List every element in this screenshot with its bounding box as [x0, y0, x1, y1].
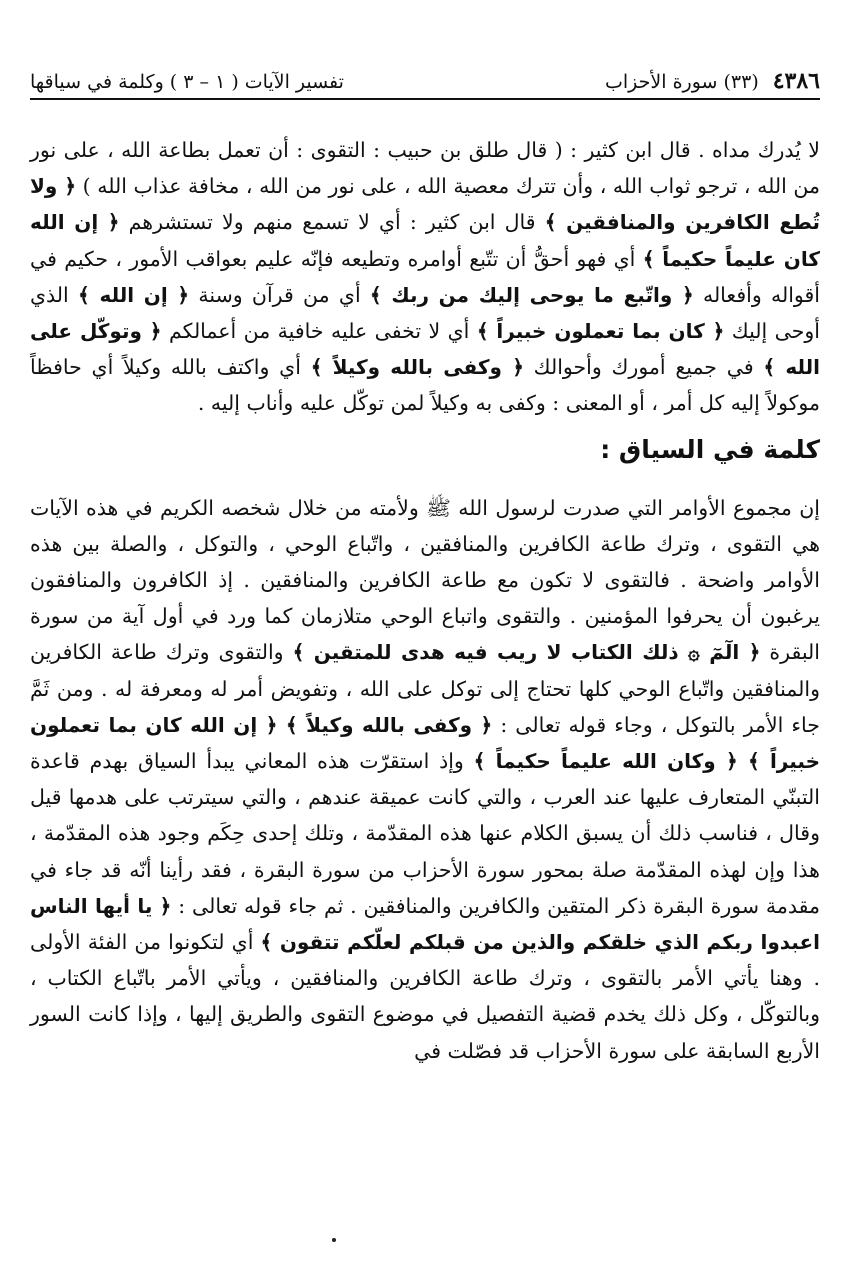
- commentary-text: أي لا تخفى عليه خافية من أعمالكم: [161, 319, 477, 344]
- commentary-text: أي من قرآن وسنة: [189, 282, 370, 307]
- section-text: أي لتكونوا من الفئة الأولى . وهنا يأتي الأمر بالتقوى ، وترك طاعة الكافرين والمنافقين ، ويأتي الأمر باتّباع الكتاب ، وبالتوكّل ، وكل ذلك يخدم قضية التفصيل في موضوع التقوى والطريق إليها ، وإذا كانت السور الأربع السابقة على سورة الأحزاب قد فصّلت في: [30, 930, 820, 1063]
- commentary-text: الذي أوحى إليك: [30, 282, 821, 344]
- quran-verse: ﴿ الٓمٓ ۞ ذلك الكتاب لا ريب فيه هدى للمتقين ﴾: [292, 640, 761, 665]
- section-label: تفسير الآيات ( ١ – ٣ ) وكلمة في سياقها: [30, 71, 344, 93]
- commentary-text: أي فهو أحقُّ أن تتّبع أوامره وتطيعه فإنّه عليم بعواقب الأمور ، حكيم في أقواله وأفعاله: [30, 246, 820, 307]
- commentary-paragraph: [30, 132, 820, 422]
- section-heading: كلمة في السياق :: [600, 434, 820, 464]
- quran-verse: ﴿ يا أيها الناس اعبدوا ربكم الذي خلقكم والذين من قبلكم لعلّكم تتقون ﴾: [30, 893, 820, 955]
- book-page: [30, 52, 820, 1252]
- quran-verse: ﴿ كان بما تعملون خبيراً ﴾: [476, 319, 725, 344]
- commentary-text: أي واكتف بالله وكيلاً أي حافظاً موكولاً إليه كل أمر ، أو المعنى : وكفى به وكيلاً لمن توكّل عليه وأناب إليه .: [30, 355, 820, 416]
- commentary-text: لا يُدرك مداه . قال ابن كثير : ( قال طلق بن حبيب : التقوى : أن تعمل بطاعة الله ، على نور من الله ، ترجو ثواب الله ، وأن تترك معصية الله ، على نور من الله ، مخافة عذاب الله ): [30, 138, 820, 199]
- quran-verse: ﴿ وكفى بالله وكيلاً ﴾ ﴿ إن الله كان بما تعملون خبيراً ﴾ ﴿ وكان الله عليماً حكيماً ﴾: [30, 712, 820, 774]
- surah-label: (٣٣) سورة الأحزاب: [605, 71, 759, 93]
- footer-dot: [332, 1238, 336, 1242]
- section-text: وإذ استقرّت هذه المعاني يبدأ السياق بهدم قاعدة التبنّي المتعارف عليها عند العرب ، والتي كانت عميقة عندهم ، والتي سيترتب على هدمها قيل وقال ، فناسب ذلك أن يسبق الكلام عنها هذه المقدّمة ، وتلك إحدى حِكَم وجود هذه المقدّمة ، هذا وإن لهذه المقدّمة صلة بمحور سورة الأحزاب من سورة البقرة ، فقد رأينا أنّه قد جاء في مقدمة سورة البقرة ذكر المتقين والكافرين والمنافقين . ثم جاء قوله تعالى :: [30, 749, 821, 918]
- commentary-text: في جميع أمورك وأحوالك: [523, 355, 764, 380]
- section-body: [30, 490, 820, 1069]
- quran-verse: ﴿ إن الله ﴾: [78, 282, 190, 307]
- quran-verse: ﴿ وتوكّل على الله ﴾: [30, 319, 820, 380]
- quran-verse: ﴿ ولا تُطع الكافرين والمنافقين ﴾: [30, 174, 821, 235]
- quran-verse: ﴿ إن الله كان عليماً حكيماً ﴾: [30, 210, 820, 271]
- page-number: ٤٣٨٦: [772, 68, 820, 94]
- commentary-block: [30, 132, 820, 422]
- running-header: [30, 52, 820, 100]
- section-paragraph: [30, 490, 820, 1069]
- commentary-text: قال ابن كثير : أي لا تسمع منهم ولا تستشرهم: [119, 210, 545, 235]
- header-right-group: [605, 70, 820, 92]
- section-text: والتقوى وترك طاعة الكافرين والمنافقين واتّباع الوحي كلها تحتاج إلى توكل على الله ، وتفويض أمر له ومعرفة له . ومن ثَمَّ جاء الأمر بالتوكل ، وجاء قوله تعالى :: [30, 640, 820, 737]
- section-text: إن مجموع الأوامر التي صدرت لرسول الله ﷺ ولأمته من خلال شخصه الكريم في هذه الآيات هي التقوى ، وترك طاعة الكافرين والمنافقين ، واتّباع الوحي ، والتوكل ، والصلة بين هذه الأوامر واضحة . فالتقوى لا تكون مع طاعة الكافرين والمنافقين . إذ الكافرون والمنافقون يرغبون أن يحرفوا المؤمنين . والتقوى واتباع الوحي متلازمان كما ورد في أول آية من سورة البقرة: [30, 495, 820, 665]
- quran-verse: ﴿ وكفى بالله وكيلاً ﴾: [310, 355, 524, 380]
- quran-verse: ﴿ واتّبع ما يوحى إليك من ربك ﴾: [369, 282, 694, 307]
